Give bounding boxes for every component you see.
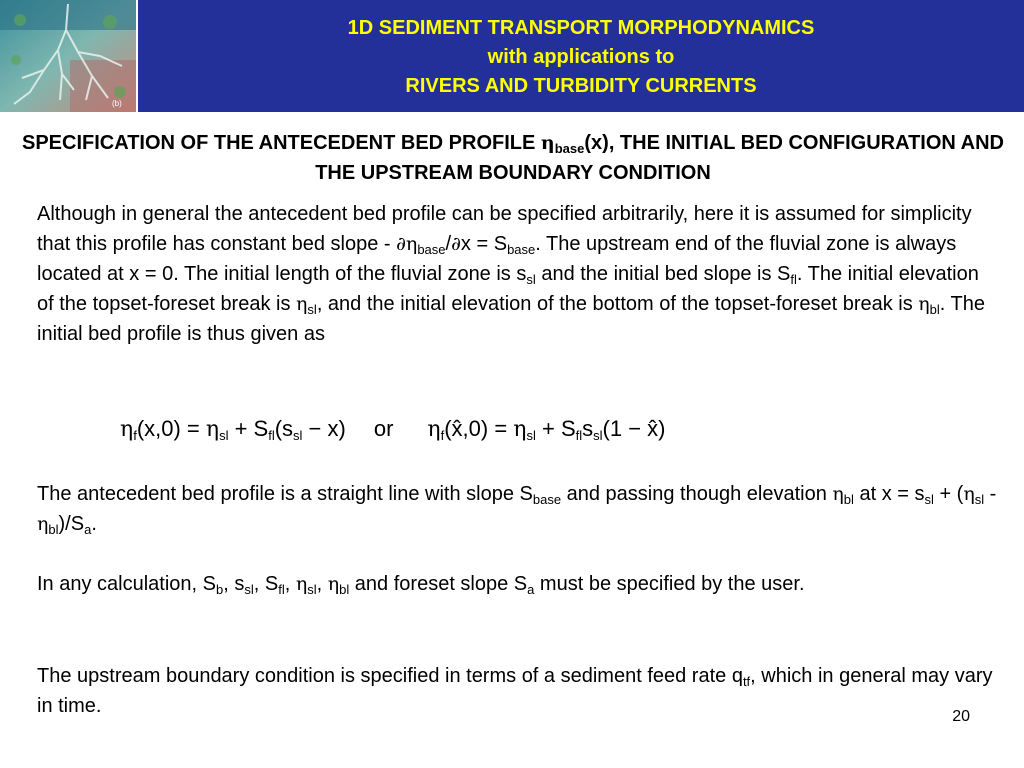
- initial-bed-profile-equation: [120, 412, 940, 447]
- text-run: η: [540, 132, 555, 154]
- text-run: ∂: [451, 233, 461, 255]
- text-run: .: [91, 513, 97, 535]
- text-run: and the initial bed slope is S: [535, 263, 791, 285]
- text-run: )/S: [58, 513, 85, 535]
- text-run: η: [295, 573, 308, 595]
- text-run: η: [832, 483, 844, 505]
- text-run: and passing though elevation: [561, 483, 833, 505]
- text-run: -: [984, 483, 997, 505]
- subscript: base: [532, 492, 562, 507]
- text-run: + S: [535, 416, 576, 441]
- subscript: bl: [339, 582, 350, 597]
- subscript: f: [133, 428, 137, 443]
- text-run: ∂η: [396, 233, 418, 255]
- text-run: Although in general the antecedent bed profile can be specified arbitrarily, here it is assumed for simplicity that this profile has constant bed slope -: [37, 203, 972, 255]
- text-run: The antecedent bed profile is a straight line with slope S: [37, 483, 533, 505]
- text-run: . The initial elevation of the topset-foreset break is: [37, 263, 979, 315]
- text-run: and foreset slope S: [349, 573, 528, 595]
- text-run: (x,0) =: [136, 416, 206, 441]
- subscript: sl: [244, 582, 254, 597]
- text-run: . The initial bed profile is thus given as: [37, 293, 986, 345]
- text-run: − x): [302, 416, 346, 441]
- subscript: fl: [575, 428, 583, 443]
- title-banner: [0, 0, 1024, 112]
- subscript: fl: [268, 428, 275, 443]
- page-number: 20: [952, 708, 970, 725]
- text-run: The upstream boundary condition is specified in terms of a sediment feed rate q: [37, 665, 743, 687]
- paragraph-antecedent-profile: [37, 199, 997, 349]
- subscript: sl: [307, 302, 317, 317]
- course-title-line-3: RIVERS AND TURBIDITY CURRENTS: [405, 75, 757, 97]
- subscript: base: [507, 242, 536, 257]
- subscript: base: [554, 141, 585, 156]
- course-title: [138, 14, 1024, 101]
- text-run: ,: [284, 573, 296, 595]
- text-run: η: [37, 513, 49, 535]
- text-run: , s: [223, 573, 245, 595]
- text-run: at x = s: [853, 483, 925, 505]
- subscript: fl: [278, 582, 285, 597]
- delta-logo-image: [0, 0, 136, 112]
- text-run: η: [120, 417, 134, 442]
- subscript: tf: [742, 674, 751, 689]
- text-run: (x), THE INITIAL BED CONFIGURATION AND THE UPSTREAM BOUNDARY CONDITION: [315, 132, 1004, 184]
- text-run: + S: [228, 416, 269, 441]
- text-run: , which in general may vary in time.: [37, 665, 993, 717]
- text-run: , and the initial elevation of the bottom of the topset-foreset break is: [316, 293, 919, 315]
- subscript: bl: [929, 302, 940, 317]
- text-run: (x̂,0) =: [444, 416, 514, 441]
- text-run: SPECIFICATION OF THE ANTECEDENT BED PROFILE: [22, 132, 541, 154]
- subscript: sl: [307, 582, 317, 597]
- subscript: a: [527, 582, 535, 597]
- subscript: sl: [593, 428, 603, 443]
- paragraph-straight-line: [37, 479, 997, 539]
- text-run: In any calculation, S: [37, 573, 216, 595]
- subscript: a: [84, 522, 92, 537]
- text-run: η: [205, 417, 220, 442]
- subscript: bl: [843, 492, 854, 507]
- text-run: s: [582, 416, 594, 441]
- subscript: sl: [526, 272, 536, 287]
- subscript: base: [417, 242, 446, 257]
- text-run: ,: [316, 573, 328, 595]
- text-run: (s: [274, 416, 294, 441]
- text-run: η: [327, 573, 340, 595]
- text-run: η: [918, 293, 930, 315]
- subscript: sl: [293, 428, 303, 443]
- text-run: η: [296, 293, 308, 315]
- text-run: η: [963, 483, 975, 505]
- text-run: (1 − x̂): [602, 416, 666, 441]
- text-run: + (: [933, 483, 964, 505]
- svg-text:(b): (b): [112, 99, 122, 108]
- subscript: fl: [790, 272, 797, 287]
- subscript: sl: [974, 492, 985, 507]
- subscript: sl: [526, 428, 536, 443]
- text-run: must be specified by the user.: [534, 573, 805, 595]
- subscript: bl: [48, 522, 59, 537]
- subscript: sl: [924, 492, 934, 507]
- equation-or: or: [373, 416, 394, 441]
- course-title-line-2: with applications to: [487, 46, 675, 68]
- subscript: f: [440, 428, 445, 443]
- text-run: η: [427, 417, 441, 442]
- text-run: η: [513, 417, 527, 442]
- text-run: . The upstream end of the fluvial zone is always located at x = 0. The initial length of the fluvial zone is s: [37, 233, 957, 285]
- text-run: x = S: [460, 233, 508, 255]
- paragraph-user-parameters: [37, 569, 997, 599]
- slide-heading: [18, 128, 1008, 188]
- text-run: /: [445, 233, 452, 255]
- subscript: b: [216, 582, 224, 597]
- paragraph-upstream-boundary: [37, 661, 997, 721]
- subscript: sl: [219, 428, 229, 443]
- text-run: , S: [253, 573, 279, 595]
- course-title-line-1: 1D SEDIMENT TRANSPORT MORPHODYNAMICS: [347, 17, 815, 39]
